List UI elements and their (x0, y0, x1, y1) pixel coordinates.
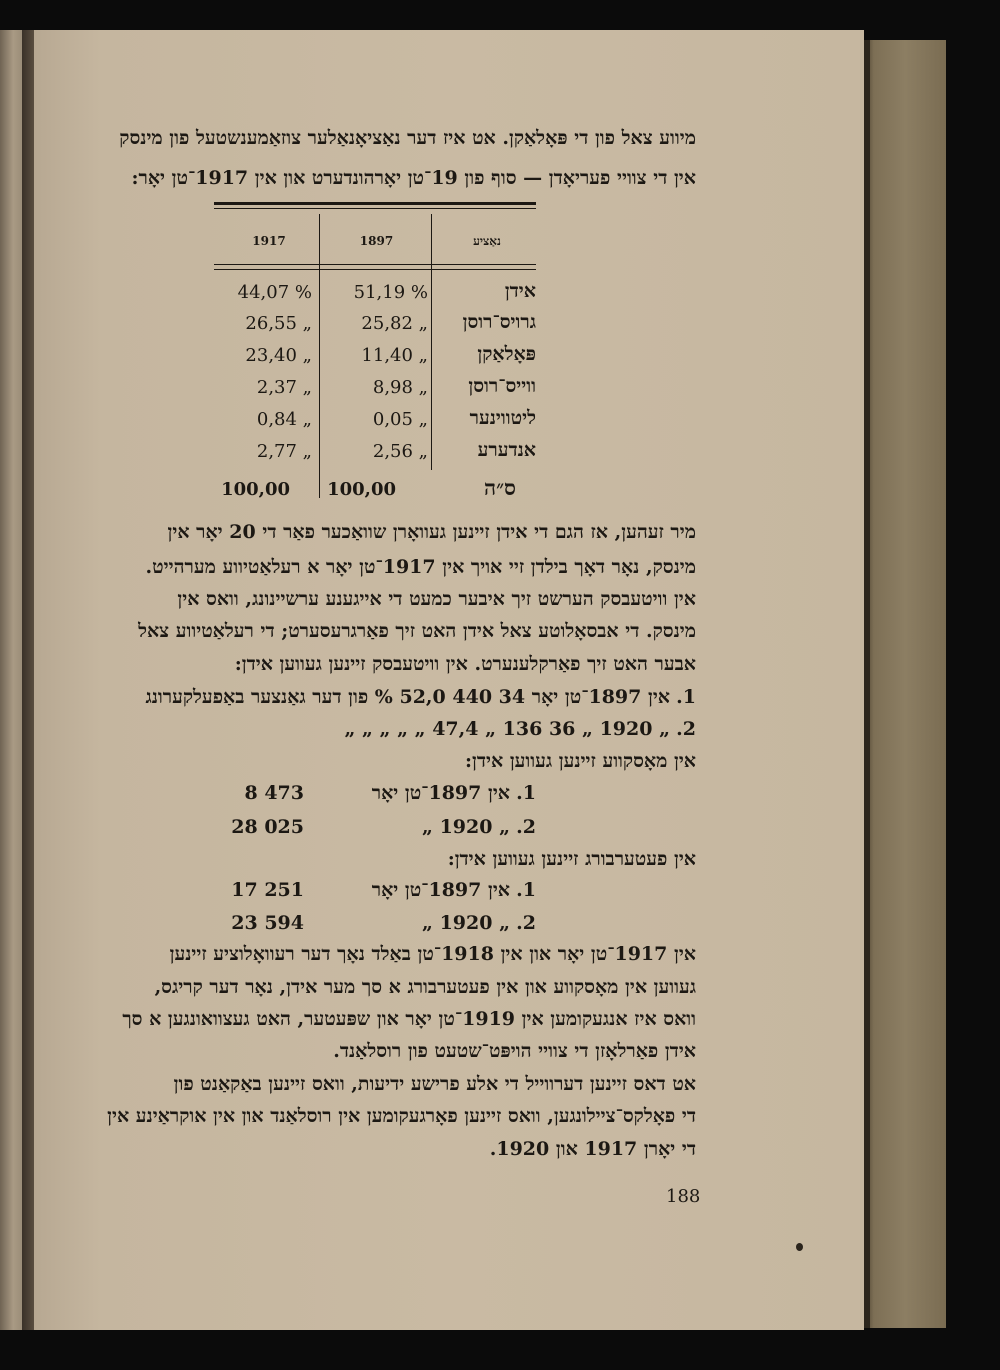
cell-nation: אנדערע (477, 439, 536, 461)
text-line: די פאָלקס־ציילונגען, וואס זיינען פאָרגעקומען אין רוסלאַנד און אין אוקראַינע אין (107, 1105, 696, 1127)
cell-nation: ווייס־רוסן (468, 375, 536, 397)
text-line: מיווע צאל פון די פּאָלאַקן. אט איז דער נאַציאָנאַלער צוזאַמענשטעל פון מינסק (119, 127, 696, 149)
list-item-text: אין 1897־טן יאָר 34 440 52,0 % פון דער גאַנצער באַפעלקערונג (145, 686, 670, 708)
text-line: אין די צוויי פעריאָדן — סוף פון 19־טן יאָרהונדערט און אין 1917־טן יאָר: (131, 167, 696, 189)
total-label: ס״ה (483, 475, 516, 500)
petersburg-intro: אין פעטערבורג זיינען געווען אידן: (447, 848, 696, 870)
header-1897: 1897 (359, 234, 394, 248)
list-item-text: „ 1920 „ 36 136 „ 47,4 „ „ „ „ „ (344, 718, 670, 740)
cell-nation: ליטווינער (469, 407, 536, 429)
table-top-rule (214, 202, 536, 205)
list-item-text: אין 1897־טן יאָר (371, 782, 510, 804)
list-item-value: 17 251 (231, 879, 304, 901)
list-item-value: 8 473 (244, 782, 304, 804)
list-item-number: 1. (516, 782, 536, 804)
list-item-text: „ 1920 „ (422, 912, 510, 934)
cell-1917: 2,77 „ (256, 441, 312, 462)
cell-nation: פּאָלאַקן (477, 343, 536, 365)
moscow-intro: אין מאָסקווע זיינען געווען אידן: (465, 750, 696, 772)
table-top-rule-thin (214, 208, 536, 209)
total-1917: 100,00 (221, 479, 290, 500)
text-line: אידן פאַרלאָזן די צוויי הויפּט־שטעט פון רוסלאַנד. (333, 1040, 696, 1062)
text-line: אין 1917־טן יאָר און אין 1918־טן באַלד נאָך דער רעוואָלוציע זיינען (169, 943, 696, 965)
cell-nation: אידן (504, 280, 536, 302)
text-line: אבער האט זיך פאַרקלענערט. אין וויטעבסק זיינען געווען אידן: (234, 653, 696, 675)
text-line: געווען אין מאָסקווע און אין פעטערבורג א סך מער אידן, נאָר דער קריגס, (154, 976, 696, 998)
list-item-number: 2. (516, 912, 536, 934)
list-item-number: 1. (516, 879, 536, 901)
cell-1897: 51,19 % (353, 282, 428, 303)
text-line: אין וויטעבסק הערשט זיך איבער כמעט די אייגענע ערשיינונג, וואס אין (177, 588, 696, 610)
text-line: אט דאס זיינען דערווייל די אלע פרישע ידיעות, וואס זיינען באַקאַנט פון (173, 1073, 696, 1095)
list-item-number: 2. (676, 718, 696, 740)
ink-spot (796, 1243, 803, 1251)
table-header-rule (214, 264, 536, 265)
column-separator (431, 214, 432, 470)
column-separator (319, 214, 320, 498)
text-line: מינסק. די אבסאָלוטע צאל אידן האט זיך פאַרגרעסערט; די רעלאַטיווע צאל (138, 620, 696, 642)
header-1917: 1917 (252, 234, 286, 248)
text-line: די יאָרן 1917 און 1920. (489, 1138, 696, 1160)
cell-1917: 23,40 „ (245, 345, 312, 366)
cell-1917: 2,37 „ (256, 377, 312, 398)
page-gutter (22, 30, 34, 1330)
cell-1897: 8,98 „ (372, 377, 428, 398)
cell-1917: 26,55 „ (245, 313, 312, 334)
text-line: וואס איז אנגעקומען אין 1919־טן יאָר און שפּעטער, האט געצוואונגען א סך (122, 1008, 696, 1030)
cell-1917: 0,84 „ (256, 409, 312, 430)
cell-1917: 44,07 % (237, 282, 312, 303)
list-item-text: „ 1920 „ (422, 816, 510, 838)
page-number: 188 (666, 1186, 701, 1207)
total-1897: 100,00 (327, 479, 396, 500)
list-item-value: 23 594 (231, 912, 304, 934)
list-item-value: 28 025 (231, 816, 304, 838)
left-page-edge (0, 30, 22, 1330)
page-stack-shadow (864, 40, 870, 1328)
table-header-rule-thin (214, 269, 536, 270)
book-page-stack-edge (864, 40, 946, 1328)
header-nation: נאַציע (473, 234, 501, 248)
text-line: מינסק, נאָר דאָך בילדן זיי אויך אין 1917־טן יאָר א רעלאַטיווע מערהייט. (145, 556, 696, 578)
cell-nation: גרויס־רוסן (462, 311, 536, 333)
list-item-number: 2. (516, 816, 536, 838)
cell-1897: 25,82 „ (361, 313, 428, 334)
cell-1897: 0,05 „ (372, 409, 428, 430)
cell-1897: 11,40 „ (361, 345, 428, 366)
cell-1897: 2,56 „ (372, 441, 428, 462)
list-item-text: אין 1897־טן יאָר (371, 879, 510, 901)
text-line: מיר זעהען, אז הגם די אידן זיינען געוואָרן שוואַכער פאַר די 20 יאָר אין (167, 521, 696, 543)
population-table (214, 200, 536, 500)
list-item-number: 1. (676, 686, 696, 708)
